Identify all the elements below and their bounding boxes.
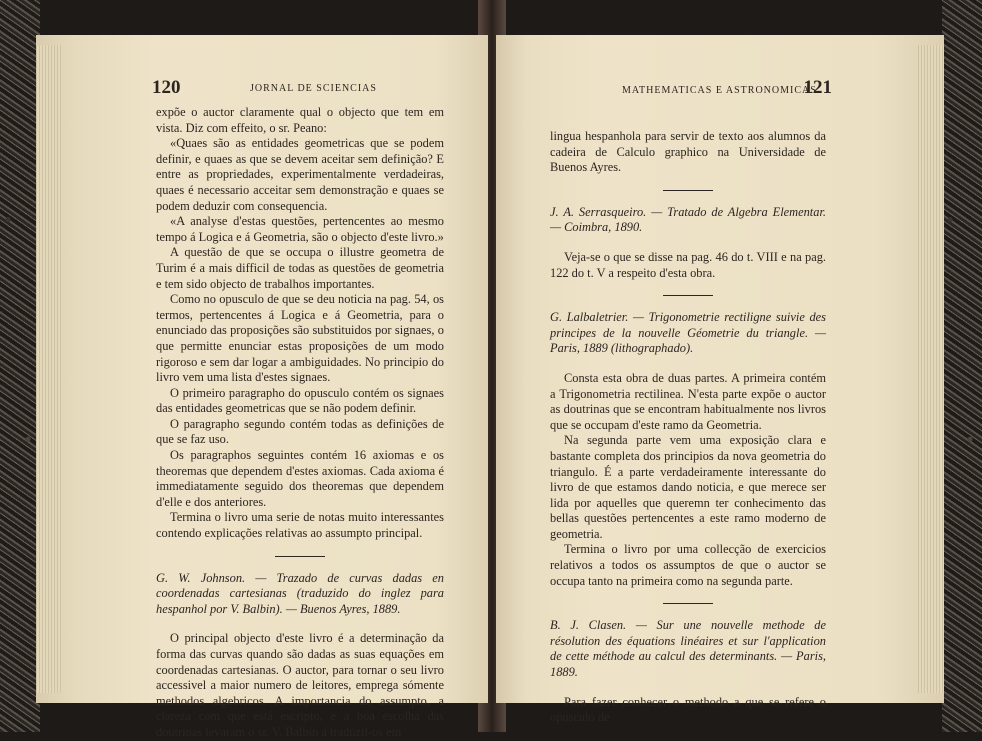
- paragraph: Veja-se o que se disse na pag. 46 do t. VIII e na pag. 122 do t. V a respeito d'esta obra.: [550, 249, 826, 280]
- paragraph: lingua hespanhola para servir de texto aos alumnos da cadeira de Calculo graphico na Universidade de Buenos Ayres.: [550, 129, 826, 175]
- bibliographic-reference: G. Lalbaletrier. — Trigonometrie rectiligne suivie des principes de la nouvelle Géometrie du triangle. — Paris, 1889 (lithographado).: [550, 310, 826, 356]
- running-head: JORNAL DE SCIENCIAS: [250, 83, 377, 94]
- spacer: [550, 681, 826, 695]
- running-head: MATHEMATICAS E ASTRONOMICAS: [622, 85, 817, 96]
- bibliographic-reference: J. A. Serrasqueiro. — Tratado de Algebra Elementar. — Coimbra, 1890.: [550, 204, 826, 235]
- paragraph: Consta esta obra de duas partes. A primeira contém a Trigonometria rectilinea. N'esta parte expõe o auctor as doutrinas que se encontram habitualmente nos livros que se occupam d'este ramo da Geometria.: [550, 370, 826, 432]
- section-divider: [275, 556, 325, 557]
- bibliographic-reference: G. W. Johnson. — Trazado de curvas dadas en coordenadas cartesianas (traduzido do inglez para hespanhol por V. Balbin). — Buenos Ayres, 1889.: [156, 570, 444, 616]
- right-page: [496, 35, 944, 725]
- left-page-body: [156, 105, 444, 741]
- section-divider: [663, 190, 713, 191]
- paragraph: Para fazer conhecer o methodo a que se refere o opusculo de: [550, 694, 826, 725]
- book-cover-right: [942, 0, 982, 732]
- paragraph: Como no opusculo de que se deu noticia na pag. 54, os termos, pertencentes á Logica e á Geometria, para o enunciado das proposições são substituidos por signaes, o que permitte enunciar estas proposições de um modo rigoroso e sem dar logar a ambiguidades. No principio do livro vem uma lista d'estes signaes.: [156, 292, 444, 385]
- section-divider: [663, 603, 713, 604]
- paragraph: Termina o livro por uma collecção de exercicios relativos a todos os assumptos de que o auctor se occupa tanto na primeira como na segunda parte.: [550, 542, 826, 588]
- section-divider: [663, 295, 713, 296]
- page-number: 120: [152, 77, 181, 98]
- paragraph: expõe o auctor claramente qual o objecto que tem em vista. Diz com effeito, o sr. Peano:: [156, 105, 444, 135]
- left-page-header: [152, 77, 444, 105]
- left-page: [36, 35, 488, 739]
- right-page-header: [550, 77, 832, 111]
- spacer: [550, 236, 826, 250]
- spacer: [550, 357, 826, 371]
- paragraph: Os paragraphos seguintes contém 16 axiomas e os theoremas que dependem d'estes axiomas. Cada axioma é immediatamente seguido dos theoremas que dependem d'elle e dos anteriores.: [156, 448, 444, 509]
- bibliographic-reference: B. J. Clasen. — Sur une nouvelle methode de résolution des équations linéaires et sur l'application de cette méthode au calcul des determinants. — Paris, 1889.: [550, 618, 826, 680]
- page-edge: [918, 45, 944, 693]
- paragraph: O principal objecto d'este livro é a determinação da forma das curvas quando são dadas as suas equações em coordenadas cartesianas. O auctor, para tornar o seu livro accessivel a maior numero de leitores, emprega sómente methodos algebricos. A importancia do assumpto, a clareza com que está escripto, e a boa escolha das doutrinas levaram o sr. V. Balbin a traduzil-os em: [156, 631, 444, 739]
- paragraph: O primeiro paragrapho do opusculo contém os signaes das entidades geometricas que se não podem definir.: [156, 385, 444, 416]
- paragraph: A questão de que se occupa o illustre geometra de Turim é a mais difficil de todas as questões de geometria e tem sido objecto de trabalhos importantes.: [156, 245, 444, 291]
- paragraph: Termina o livro uma serie de notas muito interessantes contendo explicações relativas ao assumpto principal.: [156, 510, 444, 541]
- paragraph: Na segunda parte vem uma exposição clara e bastante completa dos principios da nova geometria do triangulo. É a parte verdadeiramente interessante do livro de que estamos dando noticia, e que merece ser lida por aquelles que queremn ter conhecimento das bellas questões pertencentes a este ramo moderno de geometria.: [550, 433, 826, 541]
- paragraph: «A analyse d'estas questões, pertencentes ao mesmo tempo á Logica e á Geometria, são o objecto d'este livro.»: [156, 214, 444, 244]
- book-cover-left: [0, 0, 40, 732]
- paragraph: O paragrapho segundo contém todas as definições de que se faz uso.: [156, 416, 444, 447]
- paragraph: «Quaes são as entidades geometricas que se podem definir, e quaes as que se devem aceitar sem definição? E entre as propriedades, experimentalmente verdadeiras, quaes é necessario acceitar sem demonstração e quaes se podem deduzir com consequencia.: [156, 136, 444, 213]
- right-page-body: [550, 129, 826, 726]
- page-edge: [36, 45, 62, 693]
- spacer: [156, 617, 444, 631]
- page-number: 121: [803, 77, 832, 98]
